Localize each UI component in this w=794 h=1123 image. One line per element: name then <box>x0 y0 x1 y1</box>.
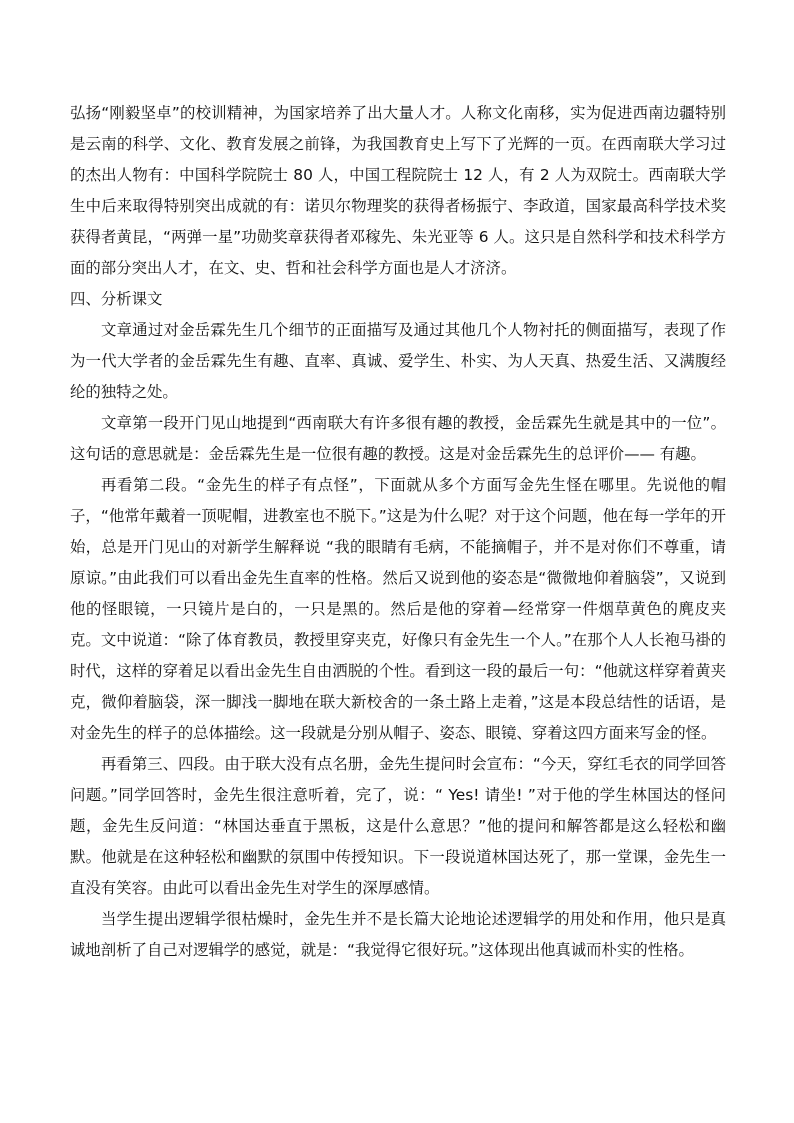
paragraph-third-fourth-section: 再看第三、四段。由于联大没有点名册，金先生提问时会宣布：“今天，穿红毛衣的同学回答问题。”同学回答时，金先生很注意听着，完了，说：“ Yes! 请坐! ”对于他的学生林国达的怪问题，金先生反问道：“林国达垂直于黑板，这是什么意思？”他的提问和解答都是这么轻松和幽默。他就是在这种轻松和幽默的氛围中传授知识。下一段说道林国达死了，那一堂课，金先生一直没有笑容。由此可以看出金先生对学生的深厚感情。 <box>70 755 726 897</box>
paragraph-continuation: 弘扬“刚毅坚卓”的校训精神，为国家培养了出大量人才。人称文化南移，实为促进西南边疆特别是云南的科学、文化、教育发展之前锋，为我国教育史上写下了光辉的一页。在西南联大学习过的杰出人物有：中国科学院院士 80 人，中国工程院院士 12 人，有 2 人为双院士。西南联大学生中后来取得特别突出成就的有：诺贝尔物理奖的获得者杨振宁、李政道，国家最高科学技术奖获得者黄昆，“两弹一星”功勋奖章获得者邓稼先、朱光亚等 6 人。这只是自然科学和技术科学方面的部分突出人才，在文、史、哲和社会科学方面也是人才济济。 <box>70 104 726 277</box>
paragraph-second-section: 再看第二段。“金先生的样子有点怪”，下面就从多个方面写金先生怪在哪里。先说他的帽子，“他常年戴着一顶呢帽，进教室也不脱下。”这是为什么呢？对于这个问题，他在每一学年的开始，总是开门见山的对新学生解释说 “我的眼睛有毛病，不能摘帽子，并不是对你们不尊重，请原谅。”由此我们可以看出金先生直率的性格。然后又说到他的姿态是“微微地仰着脑袋”，又说到他的怪眼镜，一只镜片是白的，一只是黑的。然后是他的穿着—经常穿一件烟草黄色的麂皮夹克。文中说道：“除了体育教员，教授里穿夹克，好像只有金先生一个人。”在那个人人长袍马褂的时代，这样的穿着足以看出金先生自由洒脱的个性。看到这一段的最后一句：“他就这样穿着黄夹克，微仰着脑袋，深一脚浅一脚地在联大新校舍的一条土路上走着，”这是本段总结性的话语，是对金先生的样子的总体描绘。这一段就是分别从帽子、姿态、眼镜、穿着这四方面来写金的怪。 <box>70 476 726 742</box>
paragraph-first-section: 文章第一段开门见山地提到“西南联大有许多很有趣的教授，金岳霖先生就是其中的一位”。这句话的意思就是：金岳霖先生是一位很有趣的教授。这是对金岳霖先生的总评价—— 有趣。 <box>70 414 726 463</box>
section-heading: 四、分析课文 <box>70 290 163 308</box>
document-page <box>70 98 726 966</box>
paragraph-logic-section: 当学生提出逻辑学很枯燥时，金先生并不是长篇大论地论述逻辑学的用处和作用，他只是真诚地剖析了自己对逻辑学的感觉，就是：“我觉得它很好玩。”这体现出他真诚而朴实的性格。 <box>70 910 726 959</box>
paragraph-summary: 文章通过对金岳霖先生几个细节的正面描写及通过其他几个人物衬托的侧面描写，表现了作为一代大学者的金岳霖先生有趣、直率、真诚、爱学生、朴实、为人天真、热爱生活、又满腹经纶的独特之处。 <box>70 321 726 401</box>
